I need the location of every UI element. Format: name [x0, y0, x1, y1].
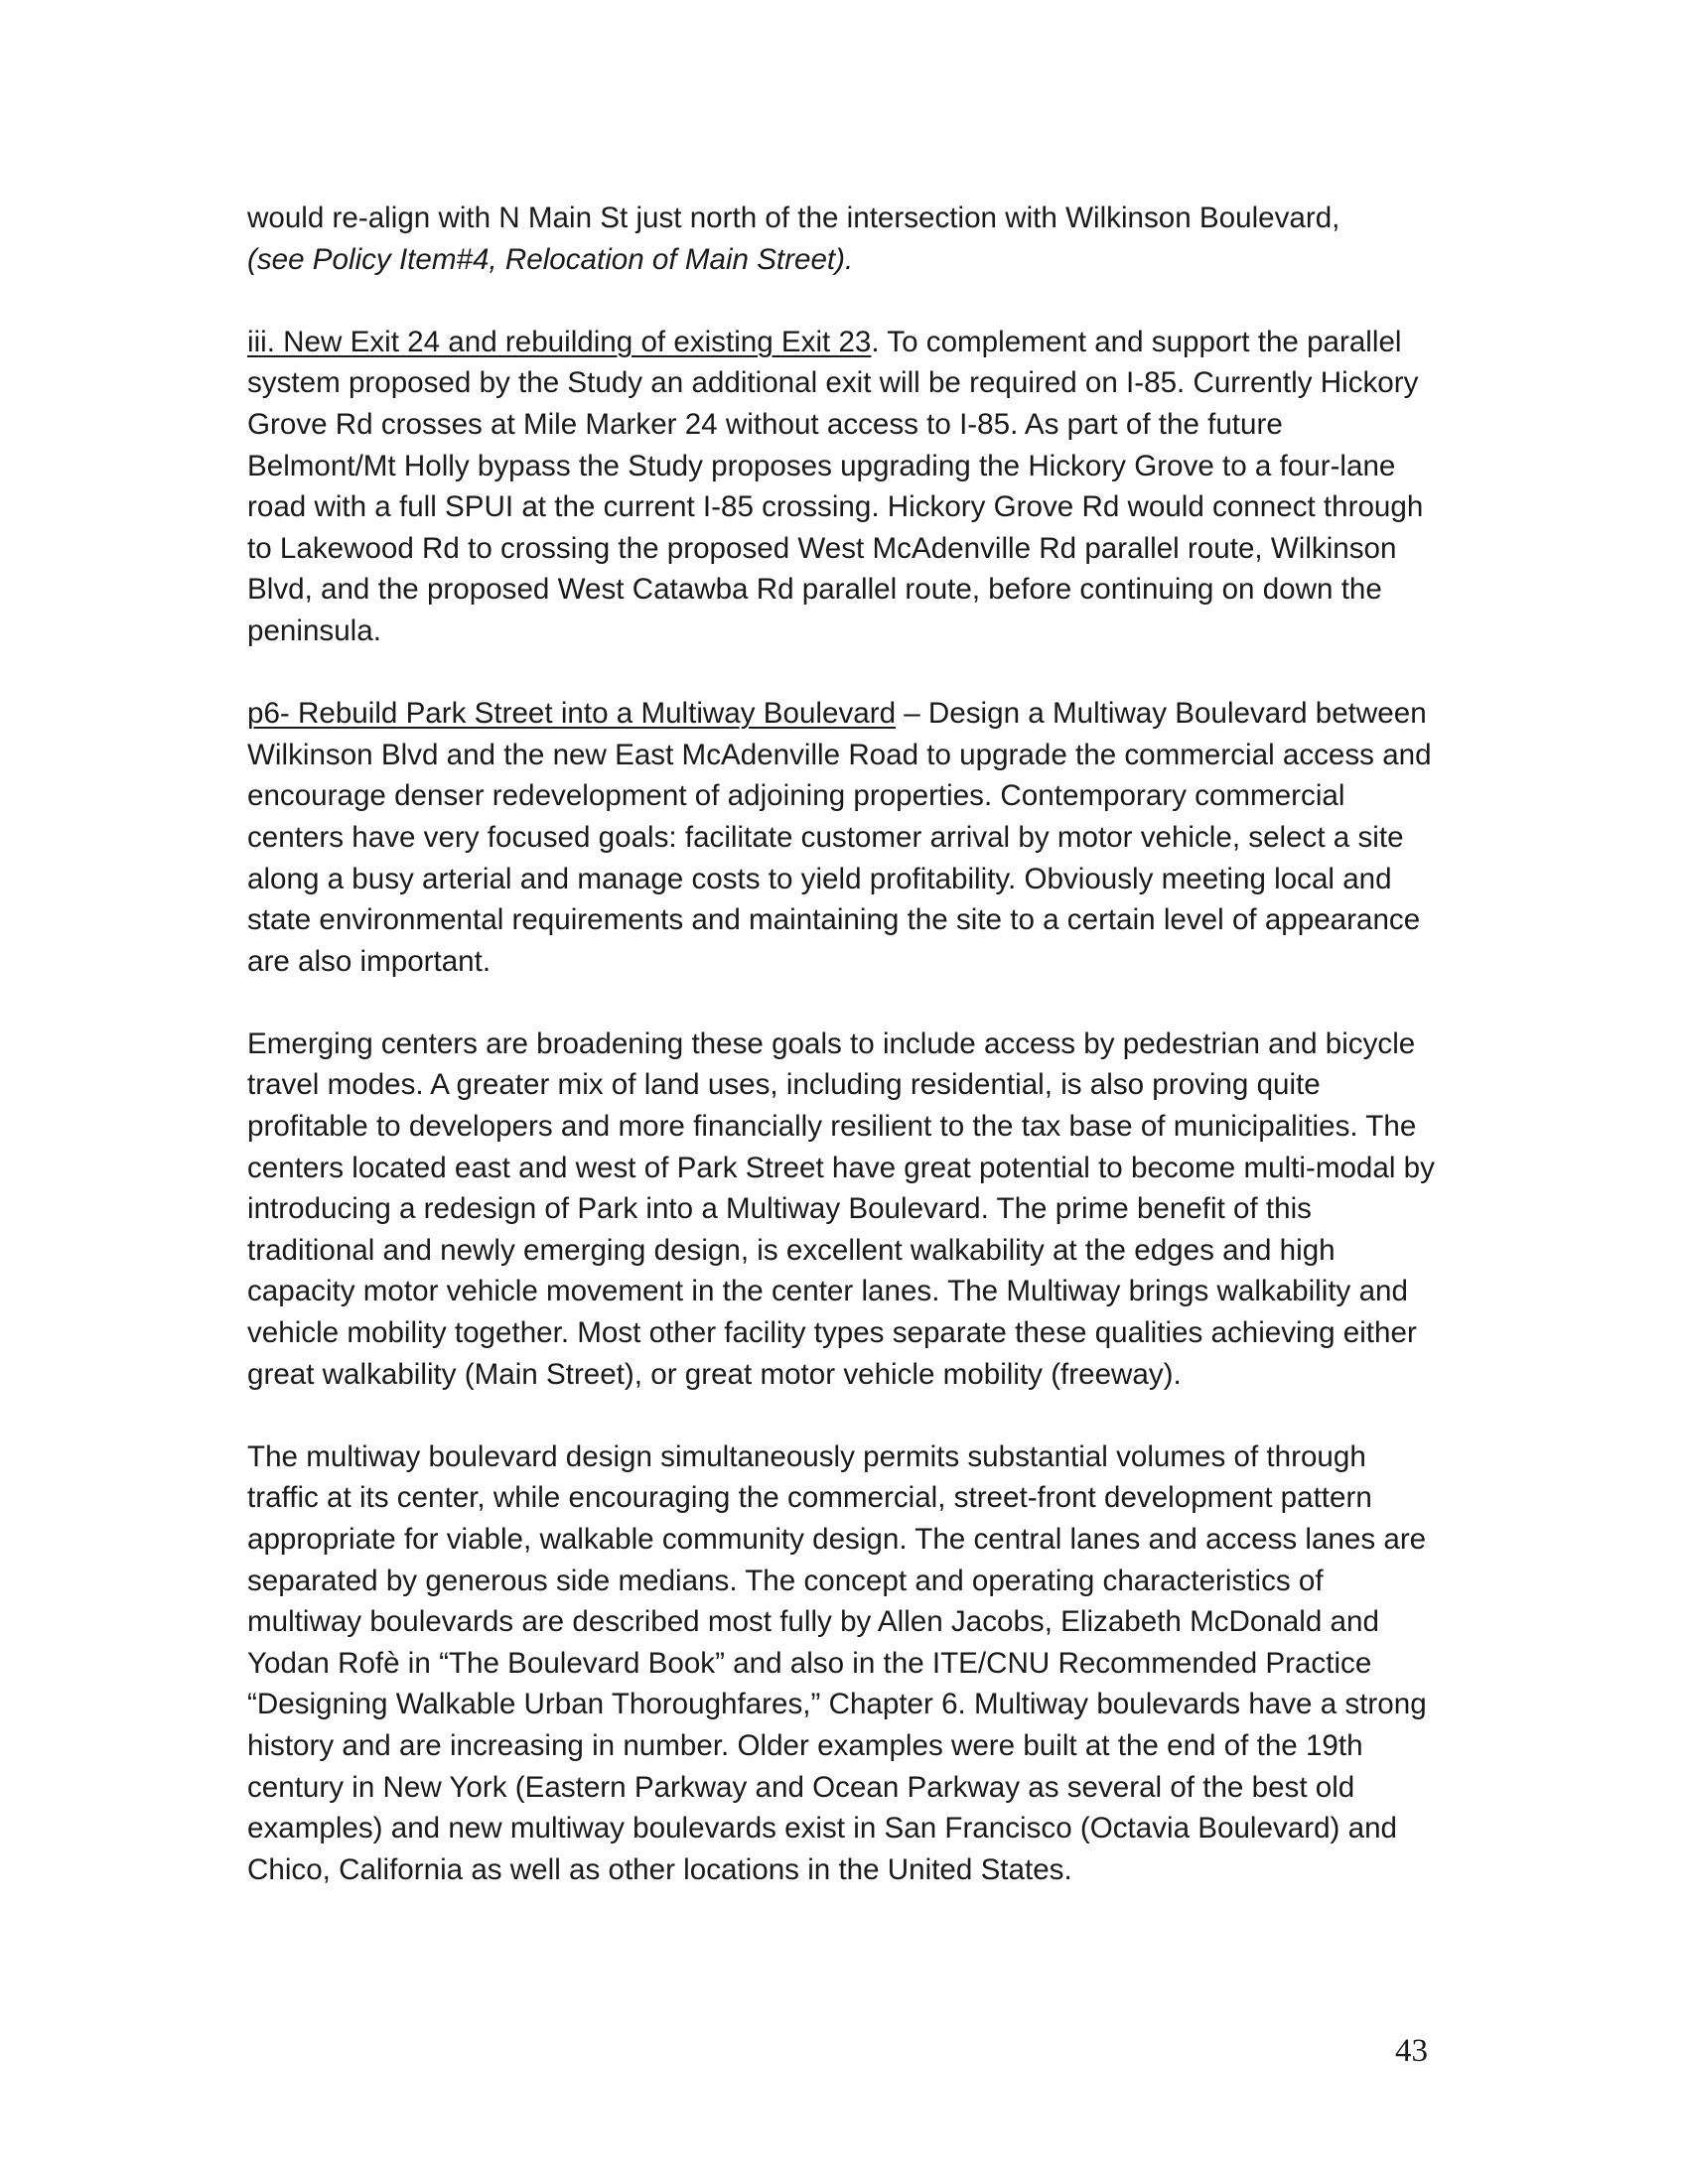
paragraph-main-street-realignment: [247, 198, 1439, 280]
paragraph-emerging-centers: [247, 1024, 1439, 1395]
paragraph-text: . To complement and support the parallel system proposed by the Study an additional exit will be required on I-85. Currently Hickory Grove Rd crosses at Mile Marker 24 without access to I-85. As part of the future Belmont/Mt Holly bypass the Study proposes upgrading the Hickory Grove to a four-lane road with a full SPUI at the current I-85 crossing. Hickory Grove Rd would connect through to Lakewood Rd to crossing the proposed West McAdenville Rd parallel route, Wilkinson Blvd, and the proposed West Catawba Rd parallel route, before continuing on down the peninsula.: [247, 325, 1424, 647]
policy-reference: (see Policy Item#4, Relocation of Main Street).: [247, 242, 854, 276]
page-number: 43: [1395, 2033, 1428, 2069]
paragraph-park-street: [247, 693, 1439, 982]
section-heading-park-street: p6- Rebuild Park Street into a Multiway Boulevard: [247, 697, 897, 731]
paragraph-text: Emerging centers are broadening these goals to include access by pedestrian and bicycle travel modes. A greater mix of land uses, including residential, is also proving quite profitable to developers and more financially resilient to the tax base of municipalities. The centers located east and west of Park Street have great potential to become multi-modal by introducing a redesign of Park into a Multiway Boulevard. The prime benefit of this traditional and newly emerging design, is excellent walkability at the edges and high capacity motor vehicle movement in the center lanes. The Multiway brings walkability and vehicle mobility together. Most other facility types separate these qualities achieving either great walkability (Main Street), or great motor vehicle mobility (freeway).: [247, 1026, 1435, 1391]
section-heading-exit-24: iii. New Exit 24 and rebuilding of existing Exit 23: [247, 325, 872, 358]
document-body: [247, 198, 1439, 1890]
paragraph-text: – Design a Multiway Boulevard between Wilkinson Blvd and the new East McAdenville Road to upgrade the commercial access and encourage denser redevelopment of adjoining properties. Contemporary commercial centers have very focused goals: facilitate customer arrival by motor vehicle, select a site along a busy arterial and manage costs to yield profitability. Obviously meeting local and state environmental requirements and maintaining the site to a certain level of appearance are also important.: [247, 697, 1432, 978]
paragraph-text: would re-align with N Main St just north of the intersection with Wilkinson Boulevard,: [247, 202, 1340, 234]
paragraph-text: The multiway boulevard design simultaneously permits substantial volumes of through traffic at its center, while encouraging the commercial, street-front development pattern appropriate for viable, walkable community design. The central lanes and access lanes are separated by generous side medians. The concept and operating characteristics of multiway boulevards are described most fully by Allen Jacobs, Elizabeth McDonald and Yodan Rofè in “The Boulevard Book” and also in the ITE/CNU Recommended Practice “Designing Walkable Urban Thoroughfares,” Chapter 6. Multiway boulevards have a strong history and are increasing in number. Older examples were built at the end of the 19th century in New York (Eastern Parkway and Ocean Parkway as several of the best old examples) and new multiway boulevards exist in San Francisco (Octavia Boulevard) and Chico, California as well as other locations in the United States.: [247, 1439, 1427, 1886]
paragraph-multiway-design: [247, 1436, 1439, 1891]
paragraph-exit-24: [247, 322, 1439, 652]
